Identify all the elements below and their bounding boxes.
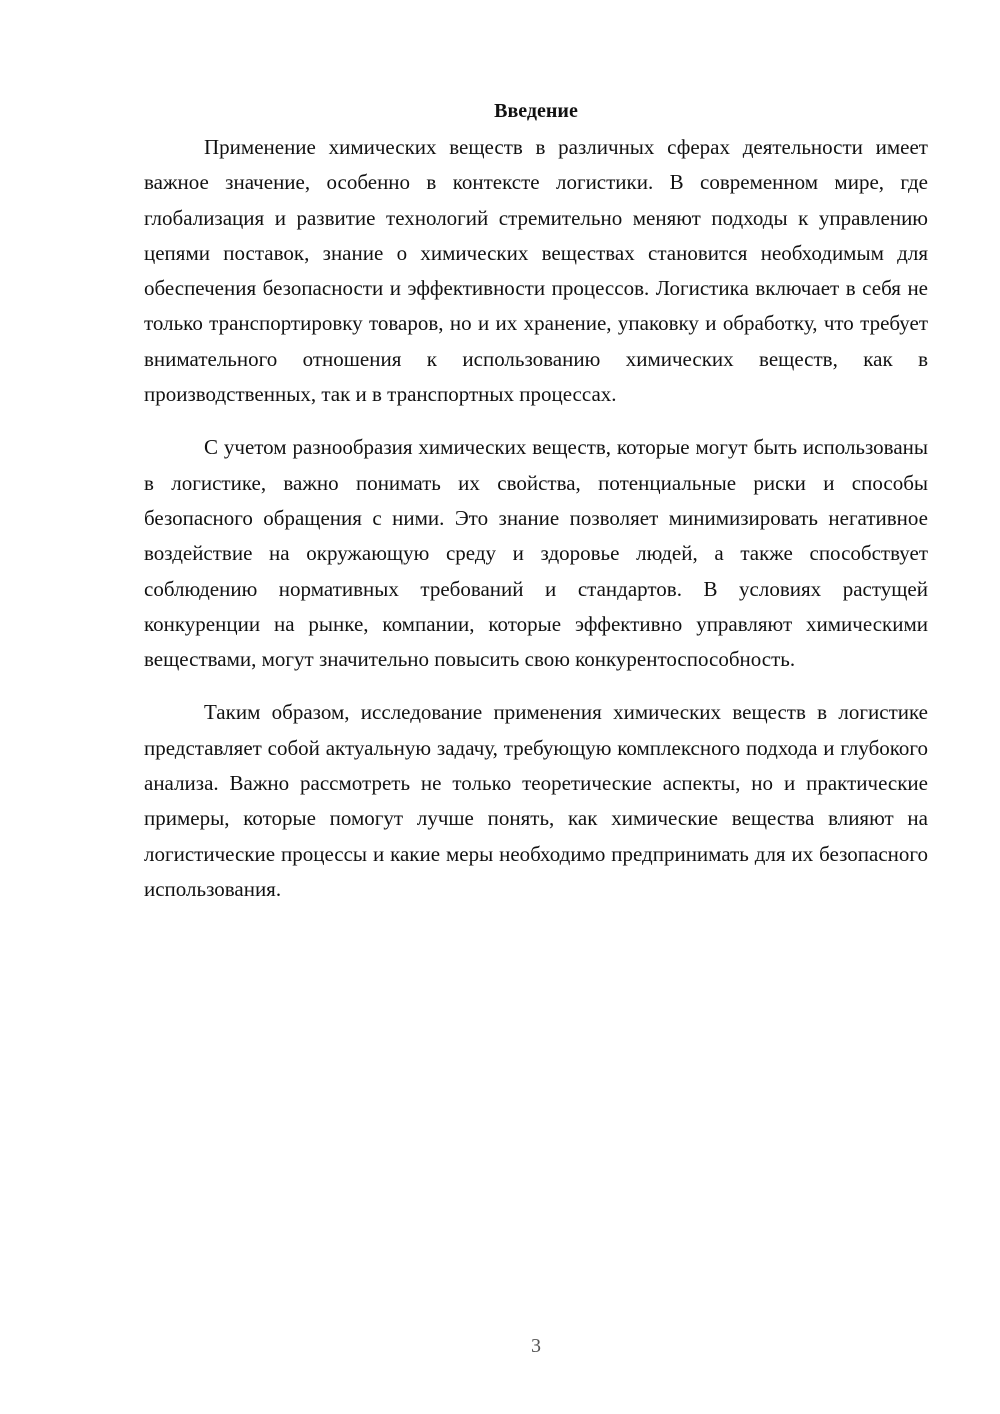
paragraph-2: С учетом разнообразия химических веществ, которые могут быть использованы в логистике, важно понимать их свойства, потенциальные риски и способы безопасного обращения с ними. Это знание позволяет минимизировать негативное воздействие на окружающую среду и здоровье людей, а также способствует соблюдению нормативных требований и стандартов. В условиях растущей конкуренции на рынке, компании, которые эффективно управляют химическими веществами, могут значительно повысить свою конкурентоспособность. <box>144 435 928 672</box>
paragraph-3: Таким образом, исследование применения химических веществ в логистике представляет собой актуальную задачу, требующую комплексного подхода и глубокого анализа. Важно рассмотреть не только теоретические аспекты, но и практические примеры, которые помогут лучше понять, как химические вещества влияют на логистические процессы и какие меры необходимо предпринимать для их безопасного использования. <box>144 700 928 901</box>
section-heading: Введение <box>494 100 578 122</box>
page-number: 3 <box>531 1335 541 1357</box>
paragraph-1: Применение химических веществ в различных сферах деятельности имеет важное значение, особенно в контексте логистики. В современном мире, где глобализация и развитие технологий стремительно меняют подходы к управлению цепями поставок, знание о химических веществах становится необходимым для обеспечения безопасности и эффективности процессов. Логистика включает в себя не только транспортировку товаров, но и их хранение, упаковку и обработку, что требует внимательного отношения к использованию химических веществ, как в производственных, так и в транспортных процессах. <box>144 135 928 407</box>
page-content <box>144 96 928 925</box>
